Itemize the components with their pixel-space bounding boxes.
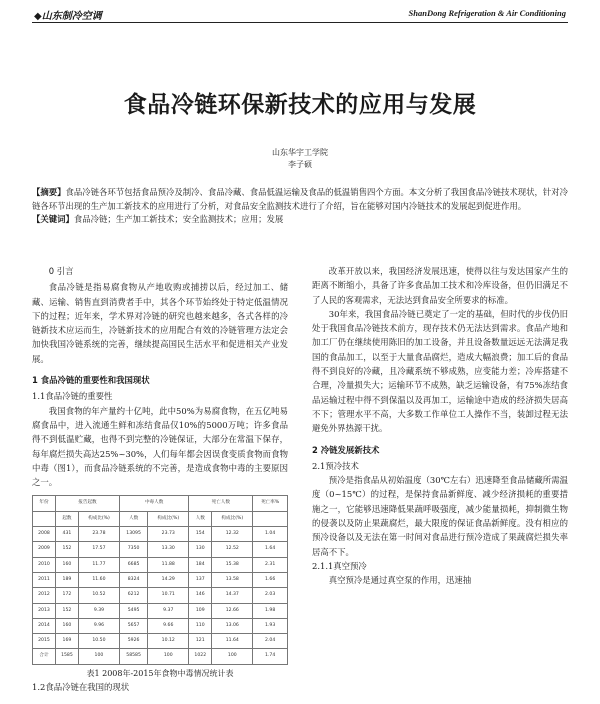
table-cell: 7350	[119, 542, 147, 557]
table-header-row	[33, 496, 288, 511]
table-cell: 100	[148, 649, 189, 664]
affiliation: 山东华宇工学院	[272, 148, 328, 157]
table-row	[33, 588, 288, 603]
table-cell: 2.31	[253, 557, 288, 572]
table-row	[33, 557, 288, 572]
table-cell: 6685	[119, 557, 147, 572]
table-cell: 100	[212, 649, 253, 664]
table-cell: 5495	[119, 603, 147, 618]
table-cell: 1.74	[253, 649, 288, 664]
table-cell: 10.50	[78, 634, 119, 649]
table-cell: 1022	[189, 649, 212, 664]
table-cell: 1.98	[253, 603, 288, 618]
table-cell: 15.38	[212, 557, 253, 572]
author-block	[0, 147, 600, 171]
poisoning-table	[32, 495, 288, 664]
paragraph: 改革开放以来，我国经济发展迅速，使得以往与发达国家产生的距离不断缩小，具备了许多食品加工技术和冷库设备，但仍旧满足不了人民的客观需求，无法达到食品安全所要求的标准。	[312, 266, 568, 305]
table-cell: 152	[55, 542, 78, 557]
table-header-cell: 中毒人数	[119, 496, 188, 511]
table-cell: 17.57	[78, 542, 119, 557]
abstract	[32, 186, 568, 227]
table-header-cell: 死亡率%	[253, 496, 288, 511]
table-header-cell: 人数	[119, 511, 147, 526]
table-cell: 160	[55, 618, 78, 633]
keywords-label: 【关键词】	[32, 214, 74, 224]
right-column	[312, 264, 568, 588]
table-header-cell: 起数	[55, 511, 78, 526]
table-cell: 23.78	[78, 527, 119, 542]
abstract-body	[32, 186, 568, 213]
subsection-heading: 1.1食品冷链的重要性	[32, 391, 113, 402]
table-cell: 146	[189, 588, 212, 603]
table-row	[33, 634, 288, 649]
table-cell: 11.88	[148, 557, 189, 572]
table-cell: 2015	[33, 634, 56, 649]
table-header-cell	[33, 511, 56, 526]
keywords	[32, 213, 568, 227]
running-header	[32, 6, 568, 23]
subsection-heading: 1.2食品冷链在我国的现状	[32, 681, 130, 692]
table-row	[33, 618, 288, 633]
table-cell: 1.04	[253, 527, 288, 542]
abstract-label: 【摘要】	[32, 187, 66, 197]
paper-title: 食品冷链环保新技术的应用与发展	[123, 92, 477, 118]
section-heading: 2 冷链发展新技术	[312, 444, 380, 455]
journal-name-en: ShanDong Refrigeration & Air Conditioning	[408, 8, 566, 18]
table-cell: 10.52	[78, 588, 119, 603]
table-cell: 58585	[119, 649, 147, 664]
abstract-text: 食品冷链各环节包括食品预冷及制冷、食品冷藏、食品低温运输及食品的低温销售四个方面。本文分析了我国食品冷链技术现状，针对冷链各环节出现的生产加工新技术的应用进行了分析，对食品安全监测技术进行了介绍，旨在能够对国内冷链技术的发展起到促进作用。	[32, 187, 568, 211]
table-cell: 184	[189, 557, 212, 572]
table-cell: 11.77	[78, 557, 119, 572]
table-row	[33, 527, 288, 542]
table-cell: 2012	[33, 588, 56, 603]
table-cell: 13.06	[212, 618, 253, 633]
table-cell: 109	[189, 603, 212, 618]
table-cell: 13.58	[212, 572, 253, 587]
table-cell: 8324	[119, 572, 147, 587]
table-cell: 1.93	[253, 618, 288, 633]
table-row	[33, 572, 288, 587]
section-heading: 1 食品冷链的重要性和我国现状	[32, 375, 150, 386]
paragraph: 我国食物的年产量约十亿吨，此中50%为易腐食物，在五亿吨易腐食品中，进入流通生鲜和冻结食品仅10%的5000万吨；许多食品得不到低温贮藏，也得不到完整的冷链保证，大部分在常温下保存，每年腐烂损失高达25%~30%，人们每年都会因误食变质食物而食物中毒（图1），而食品冷链系统的不完善，是造成食物中毒的主要原因之一。	[32, 405, 288, 488]
table-cell: 169	[55, 634, 78, 649]
table-cell: 5657	[119, 618, 147, 633]
table-cell: 13095	[119, 527, 147, 542]
table-cell: 2011	[33, 572, 56, 587]
table-caption: 表1 2008年-2015年食物中毒情况统计表	[86, 668, 234, 678]
table-cell: 11.60	[78, 572, 119, 587]
table-cell: 160	[55, 557, 78, 572]
table-cell: 14.37	[212, 588, 253, 603]
table-row	[33, 542, 288, 557]
table-cell: 12.32	[212, 527, 253, 542]
table-cell: 172	[55, 588, 78, 603]
table-cell: 10.12	[148, 634, 189, 649]
table-cell: 110	[189, 618, 212, 633]
table-cell: 13.30	[148, 542, 189, 557]
table-header-cell: 构成比(%)	[148, 511, 189, 526]
table-cell: 2010	[33, 557, 56, 572]
table-cell: 1.64	[253, 542, 288, 557]
table-cell: 9.39	[78, 603, 119, 618]
table-cell: 2.03	[253, 588, 288, 603]
table-cell: 12.52	[212, 542, 253, 557]
table-header-cell: 死亡人数	[189, 496, 253, 511]
table-cell: 1585	[55, 649, 78, 664]
table-cell: 2013	[33, 603, 56, 618]
table-cell: 130	[189, 542, 212, 557]
table-row	[33, 649, 288, 664]
table-cell: 9.96	[78, 618, 119, 633]
table-cell: 431	[55, 527, 78, 542]
subsection-heading: 2.1.1真空预冷	[312, 560, 367, 571]
table-cell: 10.71	[148, 588, 189, 603]
table-header-row	[33, 511, 288, 526]
table-cell: 137	[189, 572, 212, 587]
paragraph: 预冷是指食品从初始温度（30℃左右）迅速降至食品储藏所需温度（0~15℃）的过程，是保持食品新鲜度、减少经济损耗的重要措施之一，它能够迅速降低果蔬呼吸强度，减少能量损耗，抑制微生物的侵袭以及防止果蔬腐烂，最大限度的保证食品新鲜度。没有相应的预冷设备以及无法在第一时间对食品进行预冷造成了果蔬腐烂损失率居高不下。	[312, 475, 568, 557]
table-cell: 14.29	[148, 572, 189, 587]
table-cell: 9.66	[148, 618, 189, 633]
table-cell: 2014	[33, 618, 56, 633]
paragraph: 真空预冷是通过真空泵的作用，迅速抽	[328, 575, 472, 586]
paragraph: 30年来，我国食品冷链已奠定了一定的基础，但时代的步伐仍旧处于我国食品冷链技术前方，现存技术仍无法达到需求。食品产地和加工厂仍在继续使用陈旧的加工设备，并且设备数量远远无法满足我国的食品加工，以至于大量食品腐烂，造成大幅浪费；加工后的食品得不到良好的冷藏，且冷藏系统不够成熟，应变能力差；冷库搭建不合理，冷量损失大；运输环节不成熟，缺乏运输设备，有75%冻结食品运输过程中得不到保温以及再加工，运输途中造成的经济损失居高不下；管理水平不高，大多数工作单位工人操作不当，装卸过程无法避免外界热源干扰。	[312, 308, 568, 434]
table-cell: 100	[78, 649, 119, 664]
table-cell: 23.73	[148, 527, 189, 542]
table-cell: 1.66	[253, 572, 288, 587]
table-cell: 6212	[119, 588, 147, 603]
table-header-cell: 构成比(%)	[78, 511, 119, 526]
table-cell: 12.66	[212, 603, 253, 618]
paragraph: 食品冷链是指易腐食物从产地收购或捕捞以后，经过加工、储藏、运输、销售直到消费者手中，其各个环节始终处于特定低温情况下的过程；近年来，学术界对冷链的研究也越来越多，各式各样的冷链新技术应运而生，冷链新技术的应用配合有效的冷链管理方法定会加快我国冷链系统的完善，继续提高国民生活水平和促进相关产业发展。	[32, 282, 288, 364]
table-body	[33, 527, 288, 665]
table-cell: 5926	[119, 634, 147, 649]
subsection-heading: 2.1预冷技术	[312, 460, 359, 471]
table-cell: 121	[189, 634, 212, 649]
table-cell: 合计	[33, 649, 56, 664]
table-row	[33, 603, 288, 618]
table-header-cell: 构成比(%)	[212, 511, 253, 526]
table-header-cell	[253, 511, 288, 526]
table-cell: 9.37	[148, 603, 189, 618]
table-cell: 189	[55, 572, 78, 587]
author: 李子硕	[288, 160, 312, 169]
table-cell: 2009	[33, 542, 56, 557]
journal-name-cn: ◆山东制冷空调	[34, 11, 102, 22]
table-cell: 11.64	[212, 634, 253, 649]
left-column	[32, 264, 288, 694]
table-cell: 152	[55, 603, 78, 618]
table-header-cell: 年份	[33, 496, 56, 511]
keywords-text: 食品冷链；生产加工新技术；安全监测技术；应用；发展	[73, 214, 284, 224]
table-cell: 2.04	[253, 634, 288, 649]
section-heading: 0 引言	[48, 266, 74, 276]
table-cell: 154	[189, 527, 212, 542]
table-cell: 2008	[33, 527, 56, 542]
table-header-cell: 人数	[189, 511, 212, 526]
table-header-cell: 报告起数	[55, 496, 119, 511]
